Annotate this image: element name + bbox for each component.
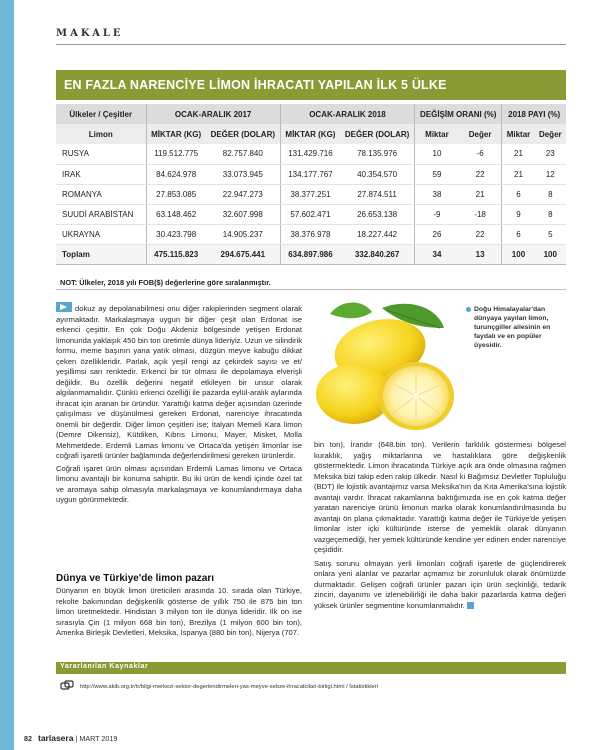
photo-caption: [466, 305, 566, 350]
paragraph-text: Satış sorunu olmayan yerli limonları coğrafi işaretle de güçlendirerek onlara yeni alanlar ve pazarlar açmamız bir zorunluluk olarak önümüzde durmaktadır. Gelişen coğrafi ürünler pazarı için ürün seçkinliği, tedarik zinciri, dayanımı ve izlenebilirliği ile daha bakir pazarlarda katma değeri yüksek ürünler segmentine konumlanmalıdır.: [314, 558, 566, 610]
page-number: 82: [24, 734, 32, 743]
country-cell: IRAK: [56, 164, 146, 184]
article-column-2: [314, 440, 566, 614]
link-icon: [60, 680, 74, 692]
cell: 12: [535, 164, 566, 184]
leaf-shape: [330, 302, 372, 318]
table-row: [56, 184, 566, 204]
cell: 30.423.798: [146, 224, 206, 244]
cell: 21: [459, 184, 502, 204]
cell: 40.354.570: [340, 164, 415, 184]
article-column-1: [56, 302, 302, 508]
cell: -6: [459, 144, 502, 164]
cell: -18: [459, 204, 502, 224]
cell: 332.840.267: [340, 244, 415, 264]
cell: 59: [415, 164, 459, 184]
paragraph: Coğrafi işaret ürün olması açısından Erdemli Lamas limonu ve Ortaca limonu avantajlı bir konuma sahiptir. Bu iki ürün de kendi içinde özel tat ve aromaya sahip olmasıyla markalaşmaya ve konumlandırmaya daha uygun görünmektedir.: [56, 463, 302, 504]
paragraph: bin ton), İrandır (648.bin ton). Verilerin farklılık göstermesi bölgesel kuraklık, yağış miktarlarına ve hastalıklara göre değişkenlik göstermektedir. Limon ihracatında Türkiye açık ara önde olmasına rağmen Meksika bizi takip eden rakip ülkedir. Nasıl ki Bağımsız Devletler Topluluğu (BDT) ile lojistik avantajımız varsa Meksika'nın da Kıta Amerika'sına lojistik avantajı vardır. İhracat rakamlarına baktığımızda ise en çok katma değer yaratan narenciye ürünü limonun marka olarak konumlandırılmasında bu avantajı ön plana çıkmaktadır. Yarattığı katma değer ile Türkiye'de yetişen limonlar ister içki kültüründe isterse de yemeklik olarak dünyanın vazgeçemediği, her yemek kültüründe kendine yer edinen ender narenciye çeşididir.: [314, 440, 566, 554]
cell: 38: [415, 184, 459, 204]
page-footer: [24, 733, 117, 743]
article-subheading: Dünya ve Türkiye'de limon pazarı: [56, 573, 214, 584]
total-label: Toplam: [56, 244, 146, 264]
table-row: [56, 204, 566, 224]
cell: 26.653.138: [340, 204, 415, 224]
table-note: NOT: Ülkeler, 2018 yılı FOB($) değerlerine göre sıralanmıştır.: [56, 276, 566, 290]
cell: 134.177.767: [280, 164, 340, 184]
country-cell: UKRAYNA: [56, 224, 146, 244]
cell: 26: [415, 224, 459, 244]
cell: 63.148.462: [146, 204, 206, 224]
subheader-val-2017: DEĞER (DOLAR): [206, 124, 281, 144]
cell: 84.624.978: [146, 164, 206, 184]
table-header-row-1: [56, 104, 566, 124]
cell: 22.947.273: [206, 184, 281, 204]
paragraph: [56, 302, 302, 462]
cell: 57.602.471: [280, 204, 340, 224]
cell: 27.874.511: [340, 184, 415, 204]
caption-bullet-icon: [466, 307, 471, 312]
cell: 23: [535, 144, 566, 164]
cell: 13: [459, 244, 502, 264]
export-table: [56, 104, 566, 265]
cell: 634.897.986: [280, 244, 340, 264]
cell: 22: [459, 164, 502, 184]
subheader-change-val: Değer: [459, 124, 502, 144]
cell: 119.512.775: [146, 144, 206, 164]
cell: 78.135.976: [340, 144, 415, 164]
cell: 34: [415, 244, 459, 264]
table-title: EN FAZLA NARENCİYE LİMON İHRACATI YAPILAN İLK 5 ÜLKE: [56, 70, 566, 100]
subheader-qty-2018: MİKTAR (KG): [280, 124, 340, 144]
cell: 14.905.237: [206, 224, 281, 244]
cell: 38.377.251: [280, 184, 340, 204]
cell: 100: [502, 244, 535, 264]
subheader-change-qty: Miktar: [415, 124, 459, 144]
header-share: 2018 PAYI (%): [502, 104, 566, 124]
section-label: MAKALE: [56, 28, 124, 39]
references-label: Yararlanılan Kaynaklar: [60, 663, 149, 670]
cell: 82.757.840: [206, 144, 281, 164]
references-row: [60, 680, 566, 696]
subheader-share-qty: Miktar: [502, 124, 535, 144]
magazine-brand: tarlasera: [38, 733, 74, 743]
header-countries: Ülkeler / Çeşitler: [56, 104, 146, 124]
reference-link[interactable]: http://www.akib.org.tr/tr/bilgi-merkezi-sektor-degerlendirmeleri-yas-meyve-sebze-ihracatcilari-birligi.html / İstatistikleri: [80, 684, 378, 690]
article-column-1-bottom: [56, 586, 302, 639]
table-row: [56, 224, 566, 244]
cell: 22: [459, 224, 502, 244]
lemon-core: [413, 393, 419, 399]
cell: 32.607.998: [206, 204, 281, 224]
country-cell: RUSYA: [56, 144, 146, 164]
header-change: DEĞİŞİM ORANI (%): [415, 104, 502, 124]
cell: 21: [502, 164, 535, 184]
cell: 100: [535, 244, 566, 264]
cell: 38.376.978: [280, 224, 340, 244]
cell: 9: [502, 204, 535, 224]
table-total-row: [56, 244, 566, 264]
cell: 131.429.716: [280, 144, 340, 164]
cell: 5: [535, 224, 566, 244]
paragraph: Dünyanın en büyük limon üreticileri arasında 10. sırada olan Türkiye, rekolte bakımından değişkenlik gösterse de yıllık 750 ile 875 bin ton limon üretmektedir. Hindistan 3 milyon ton ile dünya lideridir. İlk on ise sırasıyla Çin (1 milyon 668 bin ton), Brezilya (1 milyon 600 bin ton), Amerika Birleşik Devletleri, Meksika, İspanya (880 bin ton), Nijerya (707.: [56, 586, 302, 637]
subheader-share-val: Değer: [535, 124, 566, 144]
subheader-val-2018: DEĞER (DOLAR): [340, 124, 415, 144]
page-spine: [0, 0, 14, 750]
paragraph-text: dokuz ay depolanabilmesi onu diğer rakiplerinden segment olarak ayırmaktadır. Markalaşmaya uygun bir diğer çeşit olan Erdonat ise erkenci çeşittir. En çok Doğu Akdeniz bölgesinde yetişen Erdonat limonunda yaklaşık 450 bin ton üretimle dünya lideriyiz. Uzun ve silindirik formu, meme başının yana yatık olması, düzgün meyve kabuğu dikkat çeken özellikleridir. Parlak, açık yeşil rengi az çekirdek sayısı ve et/ yeşillimsi sarı renktedir. Erkenci bir tür olması ile depolamaya elverişli değildir. Bu özellik değerini negatif etkileyen bir unsur olarak algılanmamalıdır. Çünkü erkenci özelliği ile pazarda eylül-aralık aylarında ihracat için aranan bir üründür. Yarattığı katma değer açısından üzerinde çalışılması ve düşünülmesi gereken Erdonat, narenciye ihracatında önemli bir değerdir. Diğer limon çeşitleri ise; İtalyan Memeli Kara limon (Demre Dikensiz), Kütdiken, Kıbrıs Limonu, Mayer, Misket, Molla Mehmetdede. Erdemli Lamas limonu ve Ortaca'da yetişen limonlar ise coğrafi işaretli ürünler bağlamında değerlendirilmesi gereken ürünlerdir.: [56, 304, 302, 460]
subheader-limon: Limon: [56, 124, 146, 144]
cell: 10: [415, 144, 459, 164]
cell: 294.675.441: [206, 244, 281, 264]
table-row: [56, 144, 566, 164]
cell: 6: [502, 224, 535, 244]
header-2017: OCAK-ARALIK 2017: [146, 104, 280, 124]
article-end-icon: [467, 602, 474, 609]
cell: 6: [502, 184, 535, 204]
subheader-qty-2017: MİKTAR (KG): [146, 124, 206, 144]
caption-text: Doğu Himalayalar'dan dünyaya yayılan limon, turunçgiller ailesinin en faydalı ve en popüler üyesidir.: [474, 306, 551, 349]
lemon-photo: [312, 298, 462, 436]
cell: 27.853.085: [146, 184, 206, 204]
header-2018: OCAK-ARALIK 2018: [280, 104, 414, 124]
cell: 21: [502, 144, 535, 164]
country-cell: ROMANYA: [56, 184, 146, 204]
cell: 475.115.823: [146, 244, 206, 264]
cell: 33.073.945: [206, 164, 281, 184]
cell: -9: [415, 204, 459, 224]
table-header-row-2: [56, 124, 566, 144]
cell: 18.227.442: [340, 224, 415, 244]
cell: 8: [535, 184, 566, 204]
continuation-arrow-icon: [56, 302, 72, 312]
paragraph: [314, 559, 566, 612]
cell: 8: [535, 204, 566, 224]
lemon-illustration: [312, 298, 462, 436]
footer-separator: |: [75, 734, 80, 743]
country-cell: SUUDİ ARABİSTAN: [56, 204, 146, 224]
table-row: [56, 164, 566, 184]
issue-date: MART 2019: [79, 734, 118, 743]
section-divider: [56, 44, 566, 45]
